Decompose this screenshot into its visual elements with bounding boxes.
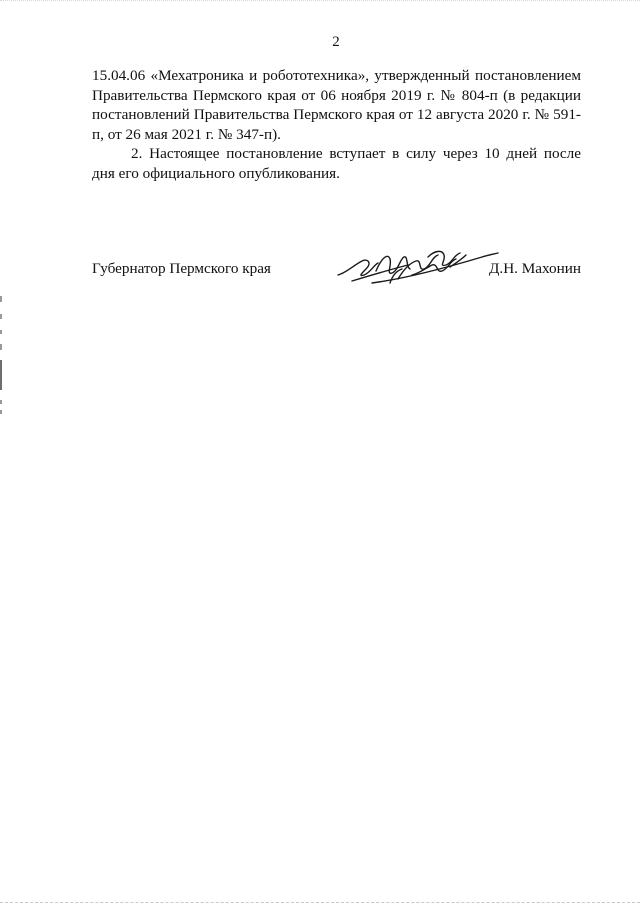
- signer-position: Губернатор Пермского края: [92, 260, 271, 277]
- scan-edge-marks: [0, 296, 2, 414]
- page-number: 2: [332, 34, 340, 50]
- signer-name: Д.Н. Махонин: [489, 260, 581, 277]
- handwritten-signature: [332, 245, 502, 289]
- paragraph-continuation: 15.04.06 «Мехатроника и робототехника», утвержденный постановлением Правительства Пермского края от 06 ноября 2019 г. № 804-п (в редакции постановлений Правительства Пермского края от 12 августа 2020 г. № 591-п, от 26 мая 2021 г. № 347-п).: [92, 67, 581, 143]
- document-body: [92, 66, 581, 183]
- signature-block: [92, 255, 581, 295]
- scan-edge-bottom: [0, 902, 640, 904]
- scan-edge-top: [0, 0, 640, 2]
- paragraph-effective-date: 2. Настоящее постановление вступает в силу через 10 дней после дня его официального опубликования.: [92, 145, 581, 182]
